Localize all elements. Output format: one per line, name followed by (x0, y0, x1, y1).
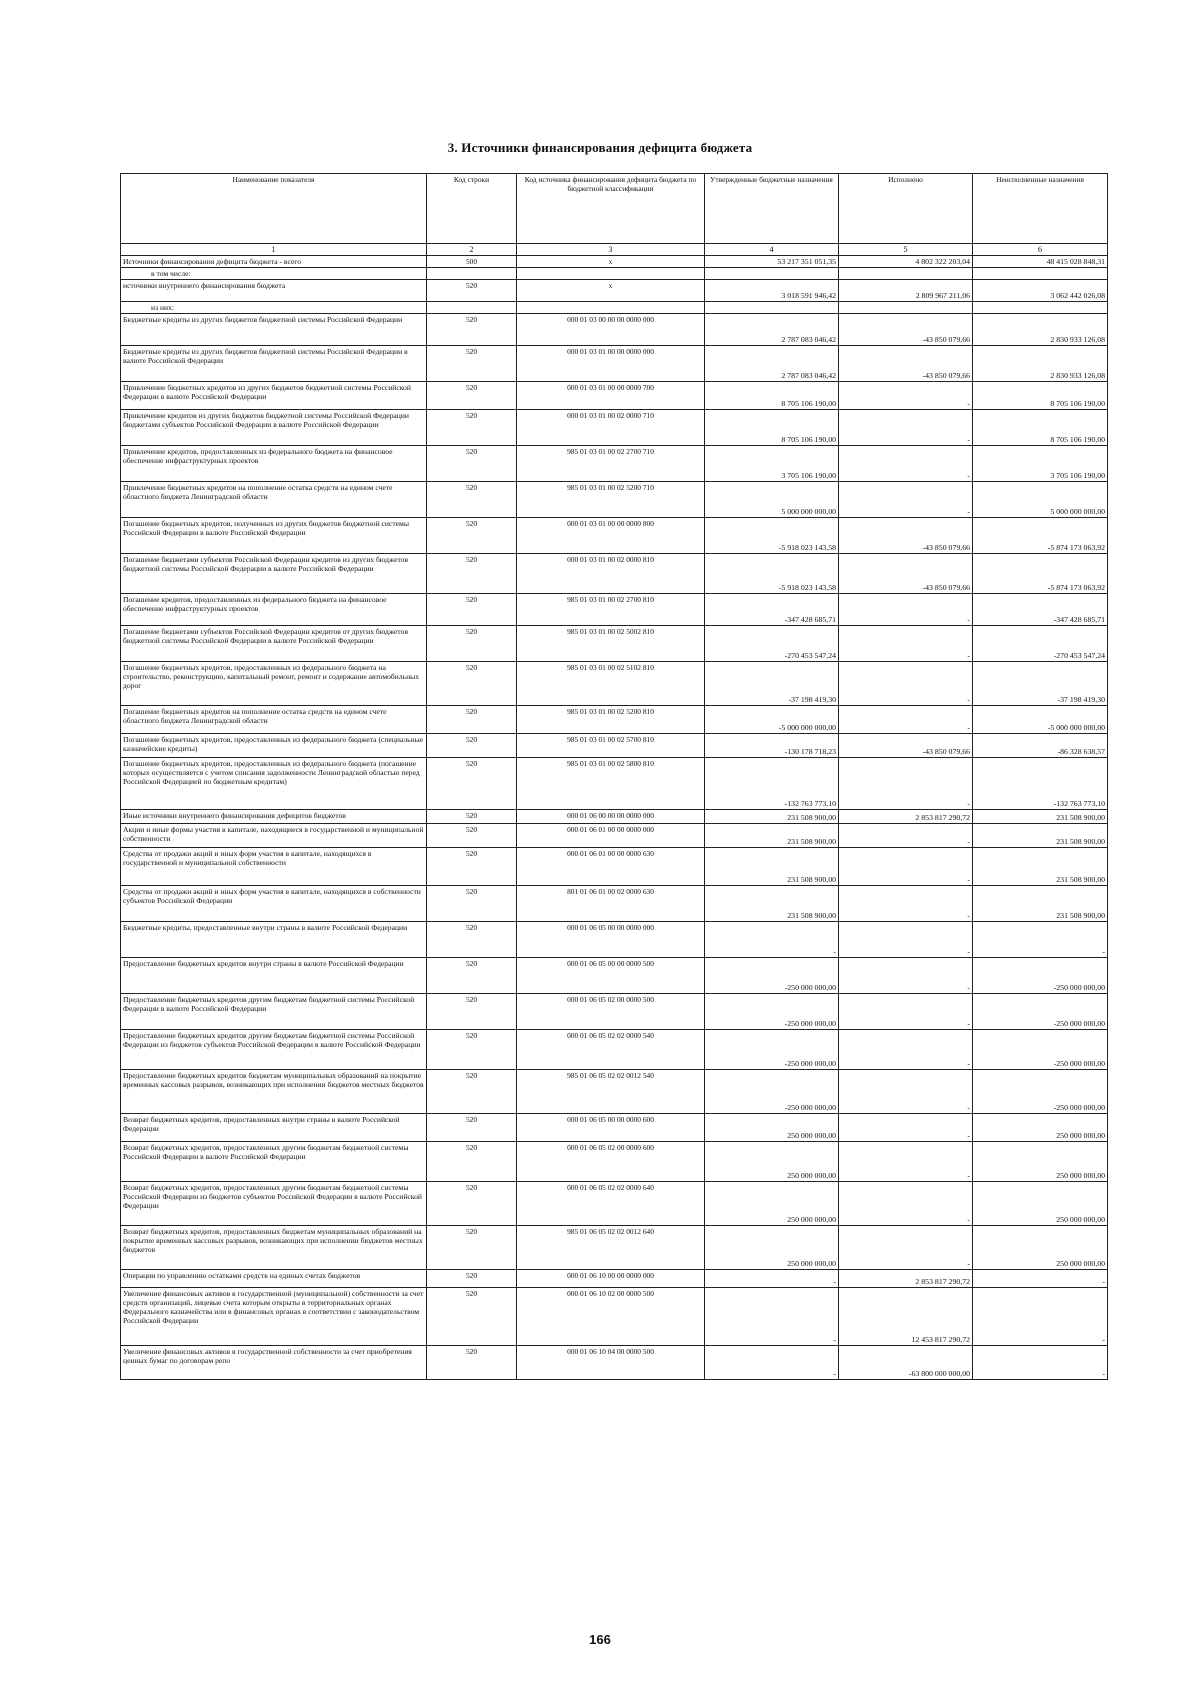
row-unexecuted: 48 415 028 848,31 (973, 256, 1108, 268)
row-unexecuted: 250 000 000,00 (973, 1142, 1108, 1182)
row-unexecuted: 231 508 900,00 (973, 848, 1108, 886)
row-name: Бюджетные кредиты из других бюджетов бюджетной системы Российской Федерации (121, 314, 427, 346)
row-unexecuted: 231 508 900,00 (973, 824, 1108, 848)
row-line-code: 520 (427, 1114, 517, 1142)
row-unexecuted: -270 453 547,24 (973, 626, 1108, 662)
row-line-code: 520 (427, 482, 517, 518)
row-unexecuted: -37 198 419,30 (973, 662, 1108, 706)
row-executed: - (839, 824, 973, 848)
row-name: Средства от продажи акций и иных форм участия в капитале, находящихся в собственности субъектов Российской Федерации (121, 886, 427, 922)
page-number: 166 (589, 1632, 611, 1647)
table-row (121, 268, 1108, 280)
row-unexecuted: 250 000 000,00 (973, 1182, 1108, 1226)
column-number: 1 (121, 244, 427, 256)
row-unexecuted: -86 328 638,57 (973, 734, 1108, 758)
row-name: Предоставление бюджетных кредитов другим бюджетам бюджетной системы Российской Федерации из бюджетов субъектов Российской Федерации в валюте Российской Федерации (121, 1030, 427, 1070)
row-classification-code: 000 01 06 00 00 00 0000 000 (517, 810, 705, 824)
row-executed: - (839, 1142, 973, 1182)
row-name: Возврат бюджетных кредитов, предоставленных другим бюджетам бюджетной системы Российской Федерации в валюте Российской Федерации (121, 1142, 427, 1182)
table-row (121, 554, 1108, 594)
row-name: Погашение бюджетных кредитов, предоставленных из федерального бюджета (погашение которых осуществляется с учетом списания задолженности Ленинградской областью перед Российской Федерацией по бюджетным кредитам) (121, 758, 427, 810)
row-approved: 250 000 000,00 (705, 1226, 839, 1270)
row-name: Источники финансирования дефицита бюджета - всего (121, 256, 427, 268)
row-line-code: 520 (427, 554, 517, 594)
table-row (121, 1070, 1108, 1114)
row-approved: 231 508 900,00 (705, 810, 839, 824)
row-name: Погашение бюджетных кредитов, предоставленных из федерального бюджета (специальные казначейские кредиты) (121, 734, 427, 758)
deficit-financing-table (120, 173, 1108, 1380)
row-executed: - (839, 1182, 973, 1226)
row-executed: -43 850 079,66 (839, 554, 973, 594)
table-row (121, 958, 1108, 994)
row-classification-code: 985 01 06 05 02 02 0012 640 (517, 1226, 705, 1270)
row-executed: 2 853 817 290,72 (839, 810, 973, 824)
row-classification-code: 000 01 06 05 00 00 0000 000 (517, 922, 705, 958)
row-approved: -250 000 000,00 (705, 1030, 839, 1070)
row-classification-code: x (517, 280, 705, 302)
row-unexecuted: 231 508 900,00 (973, 810, 1108, 824)
row-executed: -63 800 000 000,00 (839, 1346, 973, 1380)
row-executed: - (839, 958, 973, 994)
row-line-code: 520 (427, 1182, 517, 1226)
row-approved: - (705, 1288, 839, 1346)
row-classification-code: 000 01 06 01 00 00 0000 630 (517, 848, 705, 886)
row-classification-code: 985 01 03 01 00 02 5700 810 (517, 734, 705, 758)
row-line-code: 520 (427, 758, 517, 810)
row-approved: - (705, 1346, 839, 1380)
row-name: Привлечение кредитов, предоставленных из федерального бюджета на финансовое обеспечение инфраструктурных проектов (121, 446, 427, 482)
row-classification-code: 985 01 06 05 02 02 0012 540 (517, 1070, 705, 1114)
row-line-code: 520 (427, 1288, 517, 1346)
row-name: Погашение бюджетами субъектов Российской Федерации кредитов от других бюджетов бюджетной системы Российской Федерации в валюте Российской Федерации (121, 626, 427, 662)
row-name: Предоставление бюджетных кредитов внутри страны в валюте Российской Федерации (121, 958, 427, 994)
row-unexecuted: 250 000 000,00 (973, 1114, 1108, 1142)
row-name: Иные источники внутреннего финансирования дефицитов бюджетов (121, 810, 427, 824)
row-name: Увеличение финансовых активов в государственной (муниципальной) собственности за счет средств организаций, лицевые счета которым открыты в территориальных органах Федерального казначейства или в финансовых органах в соответствии с законодательством Российской Федерации (121, 1288, 427, 1346)
row-unexecuted: - (973, 1270, 1108, 1288)
row-classification-code: 985 01 03 01 00 02 5200 710 (517, 482, 705, 518)
row-approved: -250 000 000,00 (705, 1070, 839, 1114)
table-row (121, 1114, 1108, 1142)
row-name: Увеличение финансовых активов в государственной собственности за счет приобретения ценных бумаг по договорам репо (121, 1346, 427, 1380)
row-executed: - (839, 482, 973, 518)
table-row (121, 256, 1108, 268)
table-row (121, 1030, 1108, 1070)
row-classification-code: x (517, 256, 705, 268)
row-executed: - (839, 410, 973, 446)
row-unexecuted: 5 000 000 000,00 (973, 482, 1108, 518)
table-row (121, 706, 1108, 734)
table-row (121, 758, 1108, 810)
row-classification-code: 000 01 03 01 00 00 0000 800 (517, 518, 705, 554)
table-row (121, 1346, 1108, 1380)
table-body (121, 256, 1108, 1380)
table-row (121, 810, 1108, 824)
row-line-code: 520 (427, 1070, 517, 1114)
row-unexecuted: -5 000 000 000,00 (973, 706, 1108, 734)
table-row (121, 734, 1108, 758)
row-line-code: 520 (427, 518, 517, 554)
row-unexecuted: 8 705 106 190,00 (973, 410, 1108, 446)
row-unexecuted: 250 000 000,00 (973, 1226, 1108, 1270)
row-classification-code: 985 01 03 01 00 02 5200 810 (517, 706, 705, 734)
row-unexecuted: -250 000 000,00 (973, 1070, 1108, 1114)
table-header-row (121, 174, 1108, 244)
row-line-code: 520 (427, 886, 517, 922)
row-classification-code: 985 01 03 01 00 02 5800 810 (517, 758, 705, 810)
row-classification-code: 000 01 06 10 04 00 0000 500 (517, 1346, 705, 1380)
row-name: Привлечение кредитов из других бюджетов бюджетной системы Российской Федерации бюджетами субъектов Российской Федерации в валюте Российской Федерации (121, 410, 427, 446)
row-name: в том числе: (121, 268, 427, 280)
row-line-code (427, 302, 517, 314)
header-classification-code: Код источника финансирования дефицита бюджета по бюджетной классификации (517, 174, 705, 244)
row-executed: - (839, 446, 973, 482)
row-unexecuted: -250 000 000,00 (973, 958, 1108, 994)
row-unexecuted: 3 705 106 190,00 (973, 446, 1108, 482)
row-classification-code: 000 01 03 00 00 00 0000 000 (517, 314, 705, 346)
row-line-code: 520 (427, 382, 517, 410)
row-classification-code: 000 01 03 01 00 00 0000 000 (517, 346, 705, 382)
row-approved: -250 000 000,00 (705, 958, 839, 994)
row-unexecuted (973, 302, 1108, 314)
row-line-code: 520 (427, 594, 517, 626)
row-name: Погашение бюджетных кредитов на пополнение остатка средств на едином счете областного бюджета Ленинградской области (121, 706, 427, 734)
row-name: Операции по управлению остатками средств на единых счетах бюджетов (121, 1270, 427, 1288)
row-executed: - (839, 706, 973, 734)
column-number-row (121, 244, 1108, 256)
row-approved: 2 787 083 046,42 (705, 314, 839, 346)
row-classification-code: 000 01 06 10 00 00 0000 000 (517, 1270, 705, 1288)
row-classification-code: 000 01 03 01 00 00 0000 700 (517, 382, 705, 410)
table-row (121, 824, 1108, 848)
row-line-code: 520 (427, 734, 517, 758)
row-name: Возврат бюджетных кредитов, предоставленных бюджетам муниципальных образований на покрытие временных кассовых разрывов, возникающих при исполнении бюджетов местных бюджетов (121, 1226, 427, 1270)
row-line-code: 520 (427, 994, 517, 1030)
row-classification-code: 000 01 06 05 02 00 0000 600 (517, 1142, 705, 1182)
table-row (121, 626, 1108, 662)
row-unexecuted: - (973, 922, 1108, 958)
header-indicator-name: Наименование показателя (121, 174, 427, 244)
table-row (121, 482, 1108, 518)
header-executed: Исполнено (839, 174, 973, 244)
row-executed: 12 453 817 290,72 (839, 1288, 973, 1346)
row-approved: -130 178 718,23 (705, 734, 839, 758)
row-executed: - (839, 886, 973, 922)
row-classification-code: 000 01 06 05 00 00 0000 500 (517, 958, 705, 994)
row-approved: 5 000 000 000,00 (705, 482, 839, 518)
table-row (121, 662, 1108, 706)
row-approved: - (705, 922, 839, 958)
row-approved: - (705, 1270, 839, 1288)
row-approved: -5 000 000 000,00 (705, 706, 839, 734)
row-unexecuted: -250 000 000,00 (973, 1030, 1108, 1070)
row-approved: -5 918 023 143,58 (705, 518, 839, 554)
table-row (121, 922, 1108, 958)
row-approved: -37 198 419,30 (705, 662, 839, 706)
row-executed: - (839, 594, 973, 626)
table-row (121, 314, 1108, 346)
row-classification-code: 000 01 06 05 02 02 0000 540 (517, 1030, 705, 1070)
row-name: источники внутреннего финансирования бюджета (121, 280, 427, 302)
row-name: Погашение кредитов, предоставленных из федерального бюджета на финансовое обеспечение инфраструктурных проектов (121, 594, 427, 626)
row-unexecuted: - (973, 1288, 1108, 1346)
row-name: Акции и иные формы участия в капитале, находящиеся в государственной и муниципальной собственности (121, 824, 427, 848)
row-approved: -270 453 547,24 (705, 626, 839, 662)
row-classification-code: 000 01 03 01 00 02 0000 810 (517, 554, 705, 594)
row-line-code: 520 (427, 1030, 517, 1070)
row-approved: -132 763 773,10 (705, 758, 839, 810)
row-classification-code: 985 01 03 01 00 02 5102 810 (517, 662, 705, 706)
row-line-code: 520 (427, 810, 517, 824)
row-line-code: 520 (427, 958, 517, 994)
row-name: Предоставление бюджетных кредитов другим бюджетам бюджетной системы Российской Федерации в валюте Российской Федерации (121, 994, 427, 1030)
row-approved: 2 787 083 046,42 (705, 346, 839, 382)
table-row (121, 280, 1108, 302)
row-executed: - (839, 382, 973, 410)
row-executed: 2 809 967 211,06 (839, 280, 973, 302)
row-unexecuted: 2 830 933 126,08 (973, 314, 1108, 346)
page-title: 3. Источники финансирования дефицита бюджета (447, 140, 753, 155)
row-approved: -250 000 000,00 (705, 994, 839, 1030)
row-line-code: 520 (427, 1142, 517, 1182)
row-name: Бюджетные кредиты, предоставленные внутри страны в валюте Российской Федерации (121, 922, 427, 958)
row-unexecuted: - (973, 1346, 1108, 1380)
row-line-code: 520 (427, 626, 517, 662)
row-executed: - (839, 626, 973, 662)
row-unexecuted: -347 428 685,71 (973, 594, 1108, 626)
row-name: Средства от продажи акций и иных форм участия в капитале, находящихся в государственной и муниципальной собственности (121, 848, 427, 886)
row-approved: 53 217 351 051,35 (705, 256, 839, 268)
row-line-code: 520 (427, 446, 517, 482)
table-row (121, 1142, 1108, 1182)
row-name: из них: (121, 302, 427, 314)
row-executed: - (839, 922, 973, 958)
row-line-code: 520 (427, 314, 517, 346)
row-classification-code (517, 302, 705, 314)
table-row (121, 410, 1108, 446)
row-approved: 231 508 900,00 (705, 886, 839, 922)
table-row (121, 594, 1108, 626)
row-approved: 231 508 900,00 (705, 848, 839, 886)
table-row (121, 518, 1108, 554)
row-approved: -5 918 023 143,58 (705, 554, 839, 594)
row-executed: -43 850 079,66 (839, 734, 973, 758)
row-executed: - (839, 1030, 973, 1070)
column-number: 6 (973, 244, 1108, 256)
row-executed (839, 268, 973, 280)
row-executed: 4 802 322 203,04 (839, 256, 973, 268)
table-row (121, 848, 1108, 886)
row-name: Привлечение бюджетных кредитов на пополнение остатка средств на едином счете областного бюджета Ленинградской области (121, 482, 427, 518)
row-executed: - (839, 848, 973, 886)
row-executed (839, 302, 973, 314)
row-executed: - (839, 1226, 973, 1270)
row-name: Погашение бюджетами субъектов Российской Федерации кредитов из других бюджетов бюджетной системы Российской Федерации в валюте Российской Федерации (121, 554, 427, 594)
row-unexecuted: -250 000 000,00 (973, 994, 1108, 1030)
row-unexecuted: -5 874 173 063,92 (973, 554, 1108, 594)
row-classification-code: 000 01 06 01 00 00 0000 000 (517, 824, 705, 848)
row-unexecuted: -5 874 173 063,92 (973, 518, 1108, 554)
row-unexecuted: 2 830 933 126,08 (973, 346, 1108, 382)
column-number: 4 (705, 244, 839, 256)
row-line-code: 520 (427, 1270, 517, 1288)
row-approved: 231 508 900,00 (705, 824, 839, 848)
row-executed: -43 850 079,66 (839, 346, 973, 382)
row-line-code: 520 (427, 410, 517, 446)
row-classification-code: 985 01 03 01 00 02 2700 810 (517, 594, 705, 626)
row-approved: 3 018 591 946,42 (705, 280, 839, 302)
row-name: Предоставление бюджетных кредитов бюджетам муниципальных образований на покрытие временных кассовых разрывов, возникающих при исполнении бюджетов местных бюджетов (121, 1070, 427, 1114)
row-approved: -347 428 685,71 (705, 594, 839, 626)
row-classification-code: 000 01 06 05 02 00 0000 500 (517, 994, 705, 1030)
table-row (121, 1226, 1108, 1270)
row-unexecuted: -132 763 773,10 (973, 758, 1108, 810)
row-classification-code: 985 01 03 01 00 02 2700 710 (517, 446, 705, 482)
row-executed: - (839, 662, 973, 706)
row-classification-code: 801 01 06 01 00 02 0000 630 (517, 886, 705, 922)
row-executed: 2 853 817 290,72 (839, 1270, 973, 1288)
table-row (121, 1288, 1108, 1346)
row-executed: - (839, 1070, 973, 1114)
row-name: Бюджетные кредиты из других бюджетов бюджетной системы Российской Федерации в валюте Российской Федерации (121, 346, 427, 382)
row-executed: - (839, 1114, 973, 1142)
row-approved (705, 302, 839, 314)
row-line-code: 520 (427, 662, 517, 706)
row-executed: -43 850 079,66 (839, 518, 973, 554)
row-classification-code: 985 01 03 01 00 02 5002 810 (517, 626, 705, 662)
row-line-code: 500 (427, 256, 517, 268)
row-name: Возврат бюджетных кредитов, предоставленных другим бюджетам бюджетной системы Российской Федерации из бюджетов субъектов Российской Федерации в валюте Российской Федерации (121, 1182, 427, 1226)
column-number: 5 (839, 244, 973, 256)
row-approved: 8 705 106 190,00 (705, 382, 839, 410)
row-unexecuted (973, 268, 1108, 280)
row-approved: 8 705 106 190,00 (705, 410, 839, 446)
header-line-code: Код строки (427, 174, 517, 244)
column-number: 3 (517, 244, 705, 256)
row-line-code: 520 (427, 706, 517, 734)
row-executed: - (839, 758, 973, 810)
row-approved: 250 000 000,00 (705, 1114, 839, 1142)
row-classification-code: 000 01 03 01 00 02 0000 710 (517, 410, 705, 446)
row-unexecuted: 3 062 442 026,08 (973, 280, 1108, 302)
row-name: Привлечение бюджетных кредитов из других бюджетов бюджетной системы Российской Федерации в валюте Российской Федерации (121, 382, 427, 410)
row-classification-code: 000 01 06 10 02 00 0000 500 (517, 1288, 705, 1346)
row-line-code: 520 (427, 1226, 517, 1270)
table-row (121, 1182, 1108, 1226)
row-line-code (427, 268, 517, 280)
row-classification-code: 000 01 06 05 02 02 0000 640 (517, 1182, 705, 1226)
row-line-code: 520 (427, 824, 517, 848)
row-unexecuted: 8 705 106 190,00 (973, 382, 1108, 410)
row-approved (705, 268, 839, 280)
row-name: Погашение бюджетных кредитов, полученных из других бюджетов бюджетной системы Российской Федерации в валюте Российской Федерации (121, 518, 427, 554)
row-approved: 3 705 106 190,00 (705, 446, 839, 482)
row-line-code: 520 (427, 1346, 517, 1380)
table-row (121, 1270, 1108, 1288)
row-line-code: 520 (427, 280, 517, 302)
header-approved: Утвержденные бюджетные назначения (705, 174, 839, 244)
row-classification-code (517, 268, 705, 280)
row-classification-code: 000 01 06 05 00 00 0000 600 (517, 1114, 705, 1142)
table-row (121, 886, 1108, 922)
row-name: Погашение бюджетных кредитов, предоставленных из федерального бюджета на строительство, реконструкцию, капитальный ремонт, ремонт и содержание автомобильных дорог (121, 662, 427, 706)
row-executed: - (839, 994, 973, 1030)
row-approved: 250 000 000,00 (705, 1142, 839, 1182)
table-row (121, 302, 1108, 314)
row-executed: -43 850 079,66 (839, 314, 973, 346)
table-row (121, 382, 1108, 410)
row-approved: 250 000 000,00 (705, 1182, 839, 1226)
header-unexecuted: Неисполненные назначения (973, 174, 1108, 244)
row-line-code: 520 (427, 922, 517, 958)
table-row (121, 346, 1108, 382)
row-line-code: 520 (427, 346, 517, 382)
row-name: Возврат бюджетных кредитов, предоставленных внутри страны в валюте Российской Федерации (121, 1114, 427, 1142)
column-number: 2 (427, 244, 517, 256)
row-unexecuted: 231 508 900,00 (973, 886, 1108, 922)
table-row (121, 994, 1108, 1030)
row-line-code: 520 (427, 848, 517, 886)
table-row (121, 446, 1108, 482)
